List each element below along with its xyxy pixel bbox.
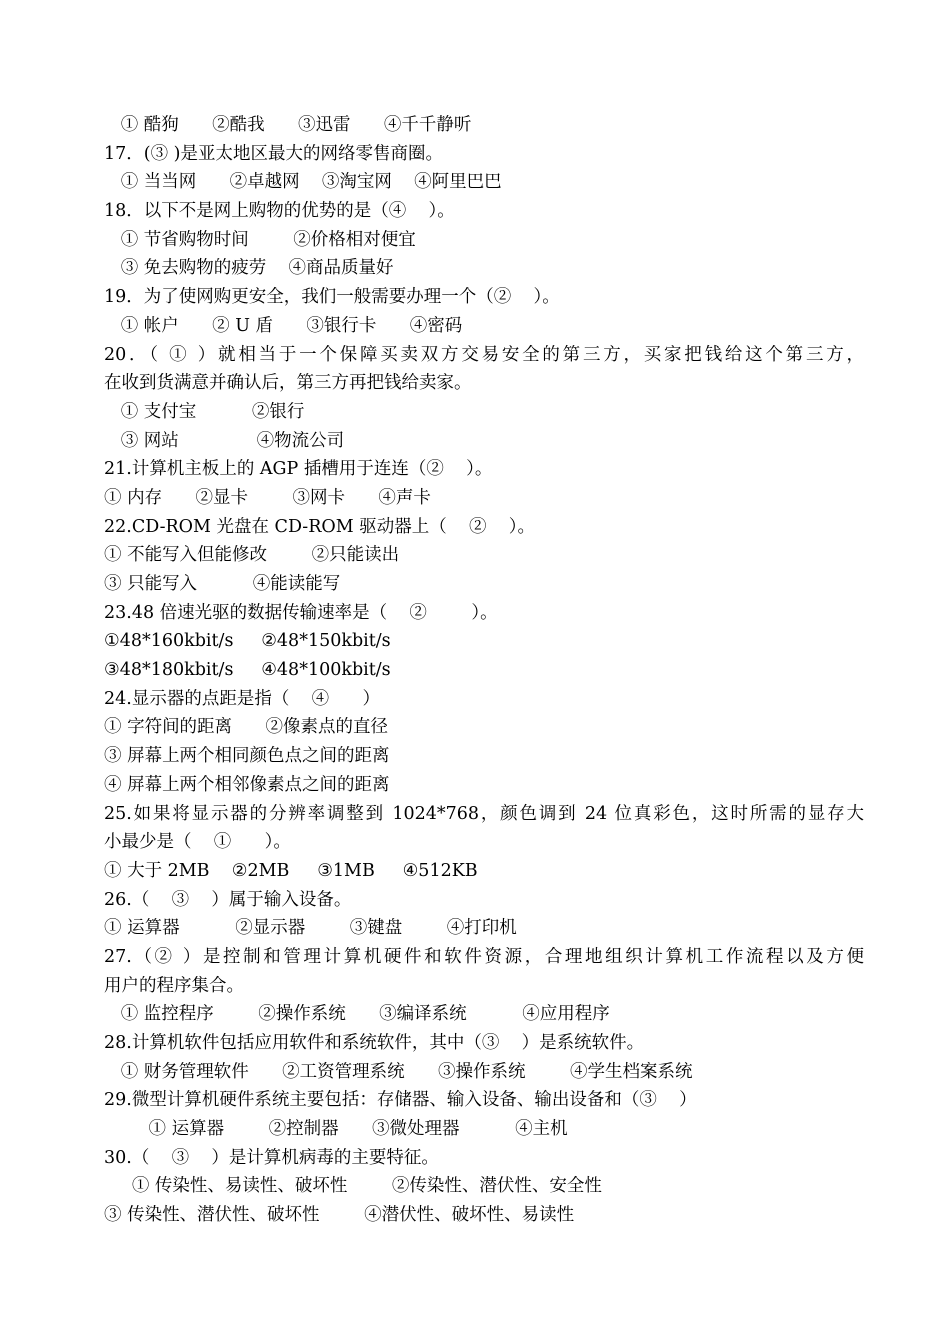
text-line: 用户的程序集合。 xyxy=(104,975,244,996)
question-22: 22.CD-ROM 光盘在 CD-ROM 驱动器上（ ② ）。 xyxy=(104,516,535,537)
text-line: ① 支付宝 ②银行 xyxy=(104,401,305,422)
question-23: 23.48 倍速光驱的数据传输速率是（ ② ）。 xyxy=(104,602,498,623)
question-24: 24.显示器的点距是指（ ④ ） xyxy=(104,688,380,709)
document-page xyxy=(104,111,864,1230)
text-line: 在收到货满意并确认后，第三方再把钱给卖家。 xyxy=(104,373,472,394)
question-29: 29.微型计算机硬件系统主要包括：存储器、输入设备、输出设备和（③ ） xyxy=(104,1090,697,1111)
text-line: ③ 屏幕上两个相同颜色点之间的距离 xyxy=(104,746,390,767)
question-27: 27.（② ）是控制和管理计算机硬件和软件资源，合理地组织计算机工作流程以及方便 xyxy=(104,946,864,967)
text-line: ① 内存 ②显卡 ③网卡 ④声卡 xyxy=(104,487,431,508)
text-line: ① 当当网 ②卓越网 ③淘宝网 ④阿里巴巴 xyxy=(104,172,502,193)
text-line: ① 节省购物时间 ②价格相对便宜 xyxy=(104,229,416,250)
text-line: ① 运算器 ②控制器 ③微处理器 ④主机 xyxy=(104,1119,568,1140)
text-line: ① 传染性、易读性、破坏性 ②传染性、潜伏性、安全性 xyxy=(104,1176,602,1197)
text-line: ① 不能写入但能修改 ②只能读出 xyxy=(104,545,400,566)
question-21: 21.计算机主板上的 AGP 插槽用于连连（② ）。 xyxy=(104,459,493,480)
text-line: ① 监控程序 ②操作系统 ③编译系统 ④应用程序 xyxy=(104,1004,610,1025)
question-17: 17．(③ )是亚太地区最大的网络零售商圈。 xyxy=(104,143,443,164)
text-line: ①48*160kbit/s ②48*150kbit/s xyxy=(104,631,391,652)
question-28: 28.计算机软件包括应用软件和系统软件，其中（③ ）是系统软件。 xyxy=(104,1033,645,1053)
question-26: 26.（ ③ ）属于输入设备。 xyxy=(104,889,352,910)
text-line: ① 酷狗 ②酷我 ③迅雷 ④千千静听 xyxy=(104,115,472,135)
text-line: ③ 只能写入 ④能读能写 xyxy=(104,574,341,594)
text-line: 小最少是（ ① ）。 xyxy=(104,832,291,853)
question-19: 19．为了使网购更安全，我们一般需要办理一个（② ）。 xyxy=(104,287,560,308)
text-line: ③ 网站 ④物流公司 xyxy=(104,430,345,451)
text-line: ① 字符间的距离 ②像素点的直径 xyxy=(104,717,388,738)
question-30: 30.（ ③ ）是计算机病毒的主要特征。 xyxy=(104,1147,439,1168)
text-line: ③ 传染性、潜伏性、破坏性 ④潜伏性、破坏性、易读性 xyxy=(104,1205,575,1226)
text-line: ④ 屏幕上两个相邻像素点之间的距离 xyxy=(104,774,390,795)
text-line: ③ 免去购物的疲劳 ④商品质量好 xyxy=(104,258,394,279)
question-20: 20．（ ① ）就相当于一个保障买卖双方交易安全的第三方，买家把钱给这个第三方， xyxy=(104,344,864,365)
text-line: ① 运算器 ②显示器 ③键盘 ④打印机 xyxy=(104,918,517,939)
question-25: 25.如果将显示器的分辨率调整到 1024*768，颜色调到 24 位真彩色，这时所需的显存大 xyxy=(104,803,864,824)
text-line: ① 帐户 ② U 盾 ③银行卡 ④密码 xyxy=(104,315,463,336)
text-line: ① 大于 2MB ②2MB ③1MB ④512KB xyxy=(104,860,478,881)
text-line: ① 财务管理软件 ②工资管理系统 ③操作系统 ④学生档案系统 xyxy=(104,1061,693,1082)
text-line: ③48*180kbit/s ④48*100kbit/s xyxy=(104,660,391,681)
question-18: 18．以下不是网上购物的优势的是（④ ）。 xyxy=(104,201,455,222)
